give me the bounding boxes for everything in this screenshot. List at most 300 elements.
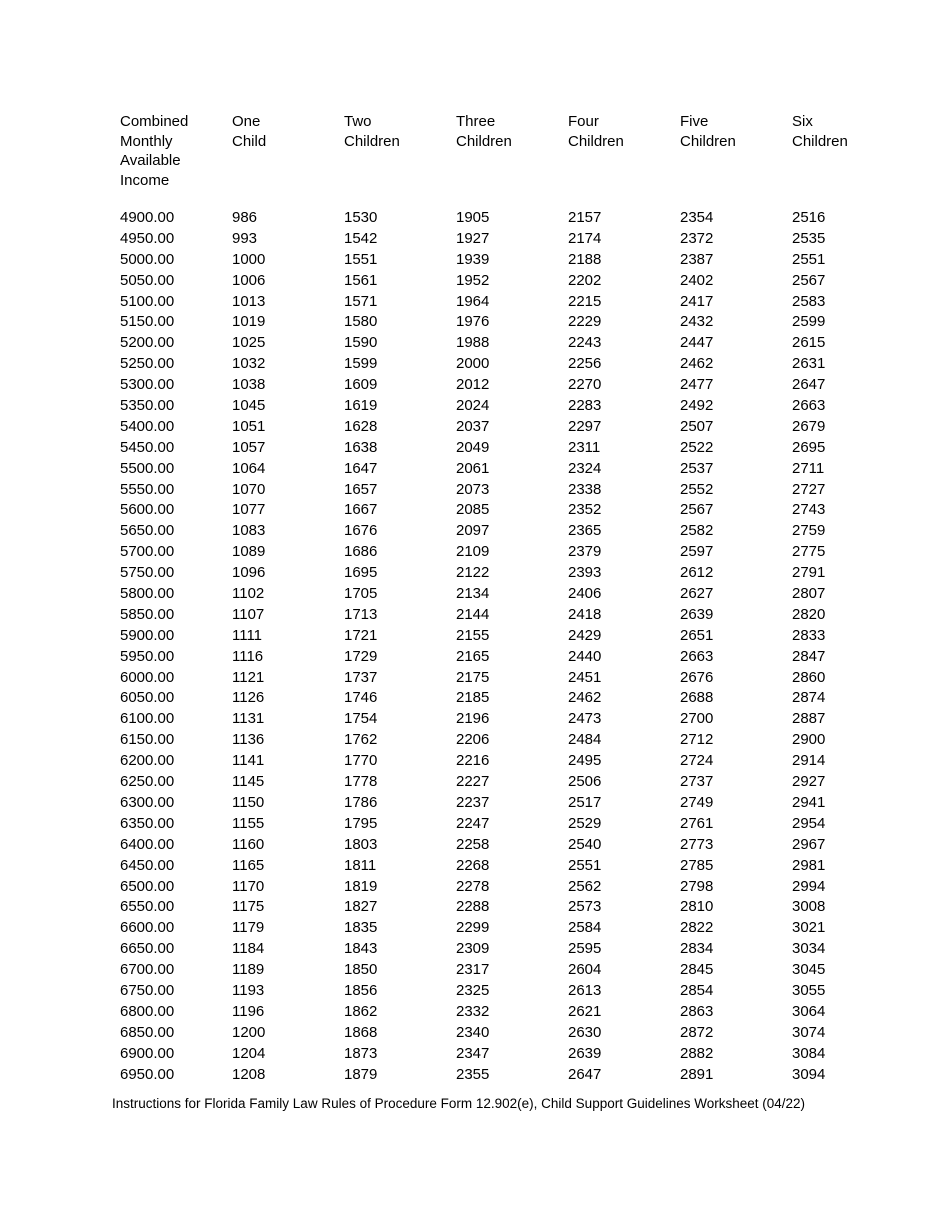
cell-three-children: 2037 [456, 417, 490, 435]
cell-four-children: 2562 [568, 877, 602, 895]
cell-six-children: 3021 [792, 919, 826, 937]
cell-six-children: 2663 [792, 397, 826, 415]
cell-four-children: 2595 [568, 940, 602, 958]
cell-three-children: 2085 [456, 501, 490, 519]
cell-three-children: 2299 [456, 919, 490, 937]
cell-income: 5500.00 [120, 459, 175, 477]
cell-income: 5100.00 [120, 292, 175, 310]
cell-two-children: 1676 [344, 522, 378, 540]
cell-income: 5200.00 [120, 334, 175, 352]
cell-four-children: 2584 [568, 919, 602, 937]
cell-six-children: 2914 [792, 752, 826, 770]
cell-two-children: 1580 [344, 313, 378, 331]
cell-three-children: 1988 [456, 334, 490, 352]
cell-six-children: 2900 [792, 731, 826, 749]
cell-one-child: 1165 [232, 856, 265, 874]
cell-six-children: 2567 [792, 271, 826, 289]
cell-five-children: 2822 [680, 919, 714, 937]
cell-three-children: 2317 [456, 961, 490, 979]
cell-two-children: 1762 [344, 731, 378, 749]
cell-six-children: 2927 [792, 773, 826, 791]
cell-three-children: 2185 [456, 689, 490, 707]
table-row [120, 751, 920, 772]
cell-two-children: 1713 [344, 605, 378, 623]
table-row [120, 939, 920, 960]
table-row [120, 897, 920, 918]
cell-income: 5300.00 [120, 376, 175, 394]
cell-six-children: 2759 [792, 522, 826, 540]
cell-six-children: 2583 [792, 292, 826, 310]
cell-six-children: 3064 [792, 1002, 826, 1020]
cell-income: 5600.00 [120, 501, 175, 519]
cell-six-children: 2954 [792, 814, 826, 832]
cell-four-children: 2529 [568, 814, 602, 832]
cell-two-children: 1609 [344, 376, 378, 394]
cell-three-children: 1952 [456, 271, 490, 289]
cell-one-child: 1189 [232, 961, 265, 979]
cell-two-children: 1879 [344, 1065, 378, 1083]
cell-five-children: 2749 [680, 793, 714, 811]
cell-six-children: 2599 [792, 313, 826, 331]
cell-three-children: 2325 [456, 981, 490, 999]
cell-two-children: 1638 [344, 438, 378, 456]
cell-six-children: 3045 [792, 961, 826, 979]
cell-four-children: 2647 [568, 1065, 602, 1083]
cell-one-child: 1107 [232, 605, 265, 623]
cell-two-children: 1746 [344, 689, 378, 707]
header-four-children: Four Children [568, 113, 624, 150]
cell-two-children: 1571 [344, 292, 378, 310]
table-row [120, 584, 920, 605]
cell-one-child: 1013 [232, 292, 266, 310]
cell-three-children: 2000 [456, 355, 490, 373]
table-row [120, 333, 920, 354]
cell-five-children: 2700 [680, 710, 714, 728]
cell-six-children: 3055 [792, 981, 826, 999]
cell-six-children: 2695 [792, 438, 826, 456]
cell-income: 6850.00 [120, 1023, 175, 1041]
cell-four-children: 2229 [568, 313, 602, 331]
cell-four-children: 2540 [568, 835, 602, 853]
cell-six-children: 2887 [792, 710, 826, 728]
cell-three-children: 2134 [456, 585, 490, 603]
cell-six-children: 2647 [792, 376, 826, 394]
cell-income: 5450.00 [120, 438, 175, 456]
cell-income: 6550.00 [120, 898, 175, 916]
cell-three-children: 2216 [456, 752, 490, 770]
cell-one-child: 1032 [232, 355, 266, 373]
cell-five-children: 2810 [680, 898, 714, 916]
table-row [120, 730, 920, 751]
cell-five-children: 2462 [680, 355, 714, 373]
cell-one-child: 1051 [232, 417, 266, 435]
table-row [120, 542, 920, 563]
cell-one-child: 1179 [232, 919, 265, 937]
cell-two-children: 1737 [344, 668, 378, 686]
cell-three-children: 2109 [456, 543, 490, 561]
cell-six-children: 2874 [792, 689, 826, 707]
table-row [120, 814, 920, 835]
cell-two-children: 1705 [344, 585, 378, 603]
cell-income: 6750.00 [120, 981, 175, 999]
footer-note: Instructions for Florida Family Law Rules of Procedure Form 12.902(e), Child Support Guidelines Worksheet (04/22) [112, 1096, 806, 1111]
cell-five-children: 2688 [680, 689, 714, 707]
cell-five-children: 2507 [680, 417, 714, 435]
cell-four-children: 2429 [568, 626, 602, 644]
cell-income: 5750.00 [120, 564, 175, 582]
cell-five-children: 2676 [680, 668, 714, 686]
cell-six-children: 2967 [792, 835, 826, 853]
cell-three-children: 2165 [456, 647, 490, 665]
cell-income: 4950.00 [120, 229, 175, 247]
cell-four-children: 2473 [568, 710, 602, 728]
table-row [120, 417, 920, 438]
cell-three-children: 2175 [456, 668, 490, 686]
table-row [120, 480, 920, 501]
table-row [120, 375, 920, 396]
cell-five-children: 2522 [680, 438, 714, 456]
table-row [120, 1002, 920, 1023]
cell-three-children: 2309 [456, 940, 490, 958]
cell-three-children: 2278 [456, 877, 490, 895]
cell-four-children: 2379 [568, 543, 602, 561]
cell-income: 6650.00 [120, 940, 175, 958]
cell-three-children: 2144 [456, 605, 490, 623]
cell-one-child: 1131 [232, 710, 265, 728]
cell-five-children: 2402 [680, 271, 714, 289]
cell-four-children: 2621 [568, 1002, 602, 1020]
cell-income: 6400.00 [120, 835, 175, 853]
cell-four-children: 2365 [568, 522, 602, 540]
cell-income: 5700.00 [120, 543, 175, 561]
table-row [120, 312, 920, 333]
cell-income: 5250.00 [120, 355, 175, 373]
table-row [120, 772, 920, 793]
cell-four-children: 2270 [568, 376, 602, 394]
header-six-children: Six Children [792, 113, 848, 150]
cell-five-children: 2597 [680, 543, 714, 561]
cell-two-children: 1843 [344, 940, 378, 958]
header-three-children: Three Children [456, 113, 512, 150]
cell-three-children: 2097 [456, 522, 490, 540]
cell-income: 6800.00 [120, 1002, 175, 1020]
cell-four-children: 2256 [568, 355, 602, 373]
cell-six-children: 2847 [792, 647, 826, 665]
cell-three-children: 2340 [456, 1023, 490, 1041]
header-five-children: Five Children [680, 113, 736, 150]
cell-five-children: 2417 [680, 292, 714, 310]
cell-one-child: 1170 [232, 877, 265, 895]
cell-income: 6200.00 [120, 752, 175, 770]
cell-six-children: 2743 [792, 501, 826, 519]
cell-three-children: 2122 [456, 564, 490, 582]
cell-one-child: 1019 [232, 313, 266, 331]
cell-three-children: 2061 [456, 459, 490, 477]
cell-four-children: 2352 [568, 501, 602, 519]
table-row [120, 835, 920, 856]
cell-one-child: 1089 [232, 543, 266, 561]
cell-four-children: 2573 [568, 898, 602, 916]
cell-two-children: 1827 [344, 898, 378, 916]
cell-six-children: 2833 [792, 626, 826, 644]
cell-five-children: 2834 [680, 940, 714, 958]
cell-four-children: 2418 [568, 605, 602, 623]
cell-two-children: 1721 [344, 626, 378, 644]
cell-two-children: 1590 [344, 334, 378, 352]
cell-five-children: 2354 [680, 209, 714, 226]
cell-two-children: 1873 [344, 1044, 378, 1062]
cell-five-children: 2663 [680, 647, 714, 665]
cell-six-children: 3084 [792, 1044, 826, 1062]
cell-five-children: 2582 [680, 522, 714, 540]
cell-income: 4900.00 [120, 209, 175, 226]
cell-five-children: 2552 [680, 480, 714, 498]
cell-one-child: 1038 [232, 376, 266, 394]
cell-two-children: 1819 [344, 877, 378, 895]
cell-five-children: 2773 [680, 835, 714, 853]
table-header-row [120, 112, 920, 208]
table-row [120, 292, 920, 313]
cell-two-children: 1599 [344, 355, 378, 373]
cell-six-children: 3008 [792, 898, 826, 916]
cell-one-child: 1175 [232, 898, 265, 916]
cell-four-children: 2393 [568, 564, 602, 582]
cell-income: 5650.00 [120, 522, 175, 540]
cell-income: 6000.00 [120, 668, 175, 686]
cell-six-children: 3094 [792, 1065, 826, 1083]
cell-three-children: 2024 [456, 397, 490, 415]
cell-six-children: 2711 [792, 459, 825, 477]
cell-one-child: 986 [232, 209, 258, 226]
cell-income: 6300.00 [120, 793, 175, 811]
cell-five-children: 2761 [680, 814, 714, 832]
table-body [120, 208, 920, 1085]
cell-three-children: 2073 [456, 480, 490, 498]
cell-four-children: 2157 [568, 209, 602, 226]
cell-three-children: 2049 [456, 438, 490, 456]
cell-five-children: 2612 [680, 564, 714, 582]
cell-two-children: 1856 [344, 981, 378, 999]
cell-income: 5000.00 [120, 250, 175, 268]
table-row [120, 229, 920, 250]
table-row [120, 271, 920, 292]
cell-four-children: 2215 [568, 292, 602, 310]
cell-six-children: 3074 [792, 1023, 826, 1041]
cell-three-children: 2196 [456, 710, 490, 728]
cell-four-children: 2406 [568, 585, 602, 603]
table-row [120, 709, 920, 730]
cell-two-children: 1770 [344, 752, 378, 770]
cell-one-child: 1155 [232, 814, 265, 832]
cell-five-children: 2863 [680, 1002, 714, 1020]
cell-six-children: 2551 [792, 250, 826, 268]
cell-one-child: 1006 [232, 271, 266, 289]
cell-five-children: 2627 [680, 585, 714, 603]
cell-six-children: 2516 [792, 209, 826, 226]
cell-five-children: 2798 [680, 877, 714, 895]
cell-three-children: 2227 [456, 773, 490, 791]
cell-four-children: 2283 [568, 397, 602, 415]
cell-four-children: 2506 [568, 773, 602, 791]
cell-five-children: 2492 [680, 397, 714, 415]
table-row [120, 1044, 920, 1065]
cell-five-children: 2372 [680, 229, 714, 247]
cell-four-children: 2604 [568, 961, 602, 979]
cell-four-children: 2324 [568, 459, 602, 477]
table-row [120, 563, 920, 584]
cell-two-children: 1786 [344, 793, 378, 811]
cell-five-children: 2854 [680, 981, 714, 999]
cell-two-children: 1561 [344, 271, 378, 289]
cell-one-child: 1083 [232, 522, 266, 540]
cell-income: 6600.00 [120, 919, 175, 937]
cell-three-children: 2268 [456, 856, 490, 874]
cell-four-children: 2188 [568, 250, 602, 268]
cell-income: 6050.00 [120, 689, 175, 707]
cell-three-children: 2206 [456, 731, 490, 749]
cell-two-children: 1835 [344, 919, 378, 937]
cell-two-children: 1795 [344, 814, 378, 832]
cell-two-children: 1542 [344, 229, 378, 247]
cell-four-children: 2297 [568, 417, 602, 435]
cell-three-children: 1905 [456, 209, 490, 226]
cell-one-child: 993 [232, 229, 258, 247]
cell-income: 6700.00 [120, 961, 175, 979]
cell-income: 5050.00 [120, 271, 175, 289]
cell-five-children: 2785 [680, 856, 714, 874]
cell-one-child: 1145 [232, 773, 265, 791]
cell-five-children: 2477 [680, 376, 714, 394]
cell-one-child: 1096 [232, 564, 266, 582]
cell-one-child: 1204 [232, 1044, 266, 1062]
cell-four-children: 2613 [568, 981, 602, 999]
cell-one-child: 1116 [232, 647, 264, 665]
table-row [120, 960, 920, 981]
child-support-table [120, 112, 920, 1085]
table-row [120, 626, 920, 647]
header-one-child: One Child [232, 113, 267, 150]
cell-two-children: 1803 [344, 835, 378, 853]
table-row [120, 1065, 920, 1086]
cell-four-children: 2440 [568, 647, 602, 665]
cell-one-child: 1193 [232, 981, 265, 999]
cell-income: 5350.00 [120, 397, 175, 415]
cell-income: 6900.00 [120, 1044, 175, 1062]
table-row [120, 688, 920, 709]
table-row [120, 438, 920, 459]
cell-six-children: 2535 [792, 229, 826, 247]
cell-income: 6150.00 [120, 731, 175, 749]
table-row [120, 500, 920, 521]
cell-one-child: 1121 [232, 668, 265, 686]
cell-four-children: 2243 [568, 334, 602, 352]
cell-three-children: 1927 [456, 229, 490, 247]
cell-five-children: 2872 [680, 1023, 714, 1041]
cell-six-children: 2820 [792, 605, 826, 623]
cell-one-child: 1150 [232, 793, 265, 811]
header-two-children: Two Children [344, 113, 400, 150]
cell-six-children: 2679 [792, 417, 826, 435]
table-row [120, 647, 920, 668]
cell-two-children: 1754 [344, 710, 378, 728]
cell-three-children: 2258 [456, 835, 490, 853]
cell-three-children: 1939 [456, 250, 490, 268]
cell-one-child: 1000 [232, 250, 266, 268]
cell-two-children: 1850 [344, 961, 378, 979]
table-row [120, 668, 920, 689]
cell-one-child: 1064 [232, 459, 266, 477]
cell-three-children: 2332 [456, 1002, 490, 1020]
cell-three-children: 1976 [456, 313, 490, 331]
cell-five-children: 2845 [680, 961, 714, 979]
cell-income: 6100.00 [120, 710, 175, 728]
cell-two-children: 1868 [344, 1023, 378, 1041]
cell-five-children: 2724 [680, 752, 714, 770]
cell-income: 5900.00 [120, 626, 175, 644]
table-row [120, 396, 920, 417]
cell-four-children: 2551 [568, 856, 602, 874]
cell-one-child: 1126 [232, 689, 265, 707]
cell-two-children: 1695 [344, 564, 378, 582]
cell-income: 5150.00 [120, 313, 175, 331]
cell-four-children: 2484 [568, 731, 602, 749]
cell-six-children: 2860 [792, 668, 826, 686]
cell-two-children: 1729 [344, 647, 378, 665]
cell-income: 6350.00 [120, 814, 175, 832]
table-row [120, 856, 920, 877]
cell-one-child: 1057 [232, 438, 266, 456]
table-row [120, 793, 920, 814]
cell-five-children: 2737 [680, 773, 714, 791]
cell-five-children: 2432 [680, 313, 714, 331]
cell-one-child: 1160 [232, 835, 265, 853]
cell-two-children: 1647 [344, 459, 378, 477]
cell-income: 6250.00 [120, 773, 175, 791]
cell-income: 6950.00 [120, 1065, 175, 1083]
cell-two-children: 1551 [344, 250, 378, 268]
table-row [120, 1023, 920, 1044]
cell-one-child: 1208 [232, 1065, 266, 1083]
cell-income: 5400.00 [120, 417, 175, 435]
cell-four-children: 2495 [568, 752, 602, 770]
cell-six-children: 2775 [792, 543, 826, 561]
table-row [120, 459, 920, 480]
cell-two-children: 1778 [344, 773, 378, 791]
cell-five-children: 2447 [680, 334, 714, 352]
table-row [120, 918, 920, 939]
cell-two-children: 1862 [344, 1002, 378, 1020]
cell-five-children: 2387 [680, 250, 714, 268]
table-row [120, 521, 920, 542]
cell-income: 5550.00 [120, 480, 175, 498]
cell-five-children: 2567 [680, 501, 714, 519]
cell-one-child: 1070 [232, 480, 266, 498]
cell-two-children: 1530 [344, 209, 378, 226]
cell-four-children: 2517 [568, 793, 602, 811]
cell-four-children: 2311 [568, 438, 601, 456]
cell-three-children: 2237 [456, 793, 490, 811]
cell-three-children: 2155 [456, 626, 490, 644]
cell-one-child: 1077 [232, 501, 266, 519]
cell-four-children: 2639 [568, 1044, 602, 1062]
table-row [120, 208, 920, 229]
cell-two-children: 1667 [344, 501, 378, 519]
cell-three-children: 2355 [456, 1065, 490, 1083]
cell-one-child: 1111 [232, 626, 263, 644]
table-row [120, 981, 920, 1002]
cell-income: 6450.00 [120, 856, 175, 874]
cell-six-children: 2727 [792, 480, 826, 498]
